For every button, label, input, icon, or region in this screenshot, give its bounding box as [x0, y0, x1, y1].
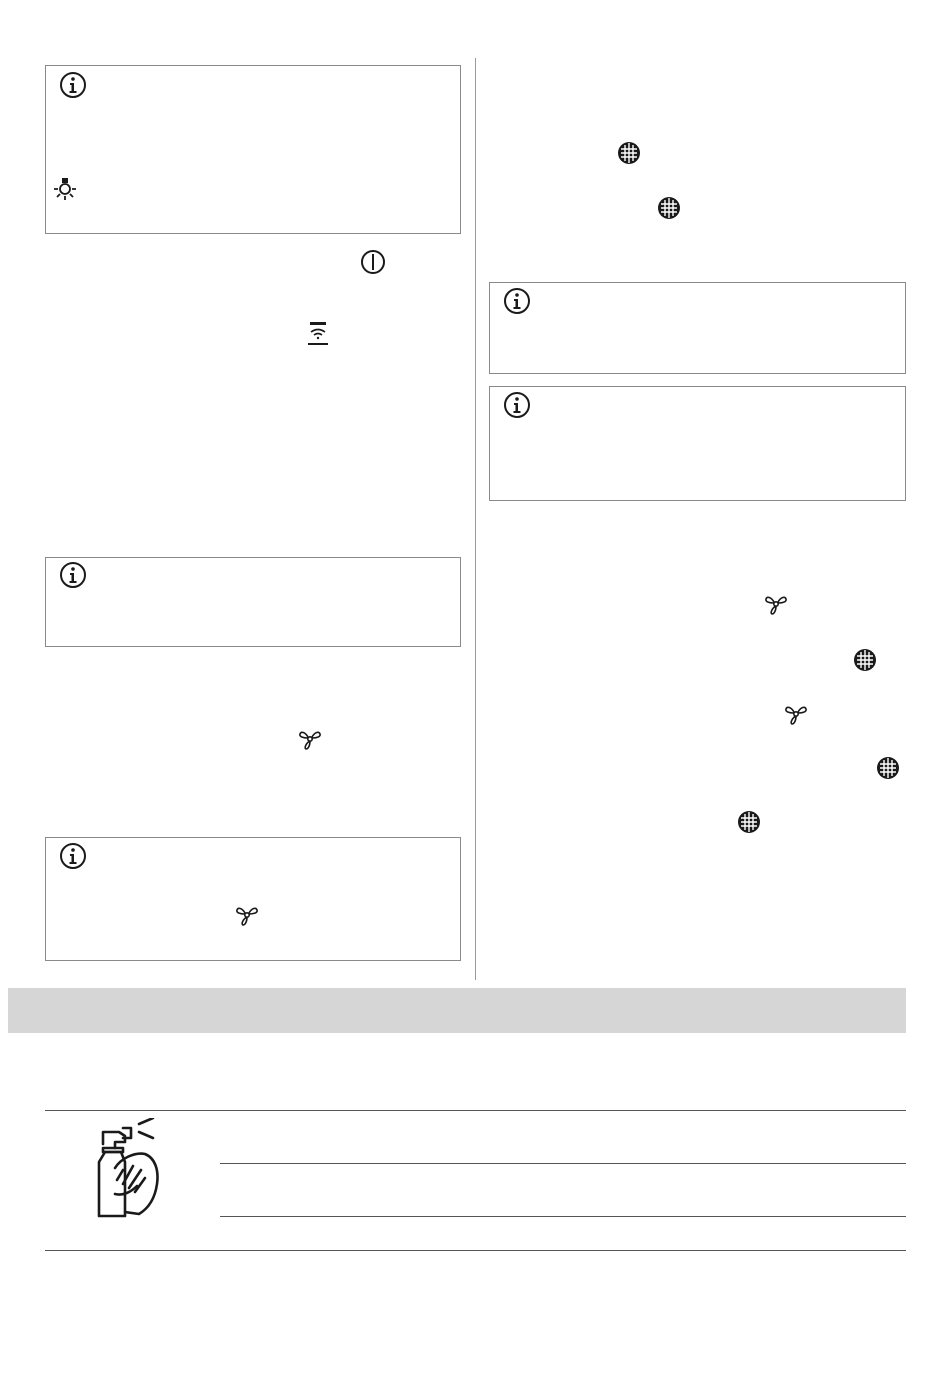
hob2hood-icon: [306, 320, 330, 348]
info-icon: [503, 287, 531, 315]
info-box: [489, 282, 906, 374]
table-bottom-rule: [45, 1250, 906, 1251]
fan-icon: [234, 902, 260, 928]
table-row-rule: [220, 1216, 906, 1217]
info-icon: [59, 561, 87, 589]
grease-filter-icon: [875, 755, 901, 781]
grease-filter-icon: [852, 647, 878, 673]
info-icon: [59, 842, 87, 870]
cleaning-spray-cloth-icon: [93, 1118, 159, 1220]
fan-icon: [297, 726, 323, 752]
info-box: [45, 557, 461, 647]
power-icon: [360, 249, 386, 275]
table-top-rule: [45, 1110, 906, 1111]
info-box: [489, 386, 906, 501]
info-box-lamp: [45, 65, 461, 234]
info-icon: [503, 391, 531, 419]
grease-filter-icon: [736, 809, 762, 835]
column-divider: [475, 58, 476, 980]
grease-filter-icon: [656, 195, 682, 221]
fan-icon: [763, 591, 789, 617]
grease-filter-icon: [616, 140, 642, 166]
table-row-rule: [220, 1163, 906, 1164]
info-icon: [59, 71, 87, 99]
fan-icon: [783, 701, 809, 727]
info-box-fan: [45, 837, 461, 961]
section-heading-bar: [8, 988, 906, 1033]
lamp-icon: [52, 176, 78, 202]
